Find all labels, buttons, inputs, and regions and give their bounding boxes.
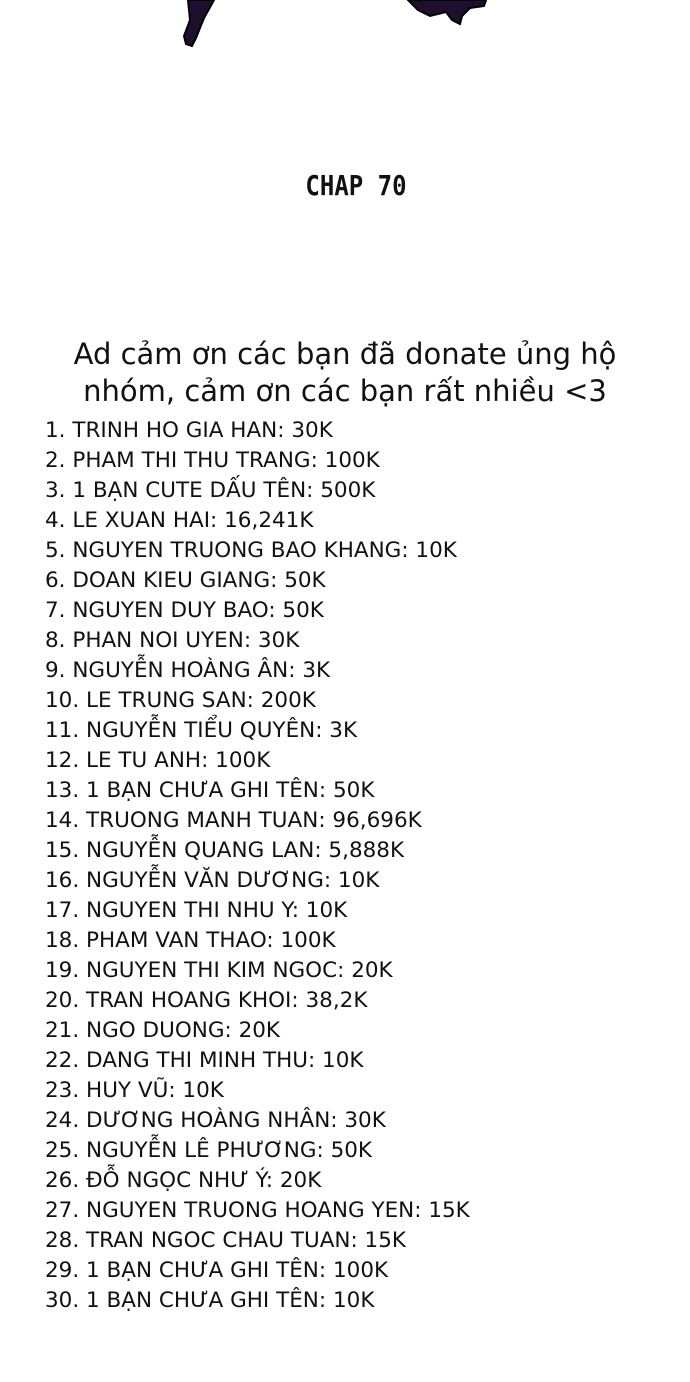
donor-list bbox=[45, 416, 470, 1316]
donor-item: 23. HUY VŨ: 10K bbox=[45, 1078, 224, 1103]
donor-item: 24. DƯƠNG HOÀNG NHÂN: 30K bbox=[45, 1108, 386, 1133]
manga-art-fragment bbox=[0, 0, 690, 60]
donor-item: 29. 1 BẠN CHƯA GHI TÊN: 100K bbox=[45, 1258, 389, 1283]
donor-item: 21. NGO DUONG: 20K bbox=[45, 1018, 281, 1043]
thank-you-line: Ad cảm ơn các bạn đã donate ủng hộ bbox=[73, 337, 617, 371]
donor-item: 3. 1 BẠN CUTE DẤU TÊN: 500K bbox=[45, 478, 376, 503]
donor-item: 30. 1 BẠN CHƯA GHI TÊN: 10K bbox=[45, 1288, 375, 1313]
thank-you-message bbox=[0, 336, 690, 410]
donor-item: 5. NGUYEN TRUONG BAO KHANG: 10K bbox=[45, 538, 457, 563]
donor-item: 14. TRUONG MANH TUAN: 96,696K bbox=[45, 808, 422, 833]
donor-item: 20. TRAN HOANG KHOI: 38,2K bbox=[45, 988, 368, 1013]
donor-item: 12. LE TU ANH: 100K bbox=[45, 748, 271, 773]
donor-item: 27. NGUYEN TRUONG HOANG YEN: 15K bbox=[45, 1198, 470, 1223]
donor-item: 8. PHAN NOI UYEN: 30K bbox=[45, 628, 300, 653]
donor-item: 26. ĐỖ NGỌC NHƯ Ý: 20K bbox=[45, 1168, 322, 1193]
art-stroke-right bbox=[408, 0, 486, 24]
thank-you-line: nhóm, cảm ơn các bạn rất nhiều <3 bbox=[83, 374, 607, 408]
donor-item: 19. NGUYEN THI KIM NGOC: 20K bbox=[45, 958, 393, 983]
donor-item: 6. DOAN KIEU GIANG: 50K bbox=[45, 568, 326, 593]
donor-item: 15. NGUYỄN QUANG LAN: 5,888K bbox=[45, 838, 405, 863]
donor-item: 18. PHAM VAN THAO: 100K bbox=[45, 928, 336, 953]
donor-item: 25. NGUYỄN LÊ PHƯƠNG: 50K bbox=[45, 1138, 373, 1163]
donor-item: 2. PHAM THI THU TRANG: 100K bbox=[45, 448, 380, 473]
donor-item: 7. NGUYEN DUY BAO: 50K bbox=[45, 598, 324, 623]
donor-item: 9. NGUYỄN HOÀNG ÂN: 3K bbox=[45, 658, 331, 683]
donor-item: 11. NGUYỄN TIỂU QUYÊN: 3K bbox=[45, 718, 358, 743]
donor-item: 4. LE XUAN HAI: 16,241K bbox=[45, 508, 314, 533]
art-stroke-left bbox=[184, 0, 214, 46]
donor-item: 28. TRAN NGOC CHAU TUAN: 15K bbox=[45, 1228, 407, 1253]
donor-item: 10. LE TRUNG SAN: 200K bbox=[45, 688, 316, 713]
donor-item: 16. NGUYỄN VĂN DƯƠNG: 10K bbox=[45, 868, 380, 893]
chapter-title: CHAP 70 bbox=[305, 169, 407, 203]
donor-item: 17. NGUYEN THI NHU Y: 10K bbox=[45, 898, 348, 923]
donor-item: 22. DANG THI MINH THU: 10K bbox=[45, 1048, 364, 1073]
donor-item: 13. 1 BẠN CHƯA GHI TÊN: 50K bbox=[45, 778, 375, 803]
donor-item: 1. TRINH HO GIA HAN: 30K bbox=[45, 418, 333, 443]
